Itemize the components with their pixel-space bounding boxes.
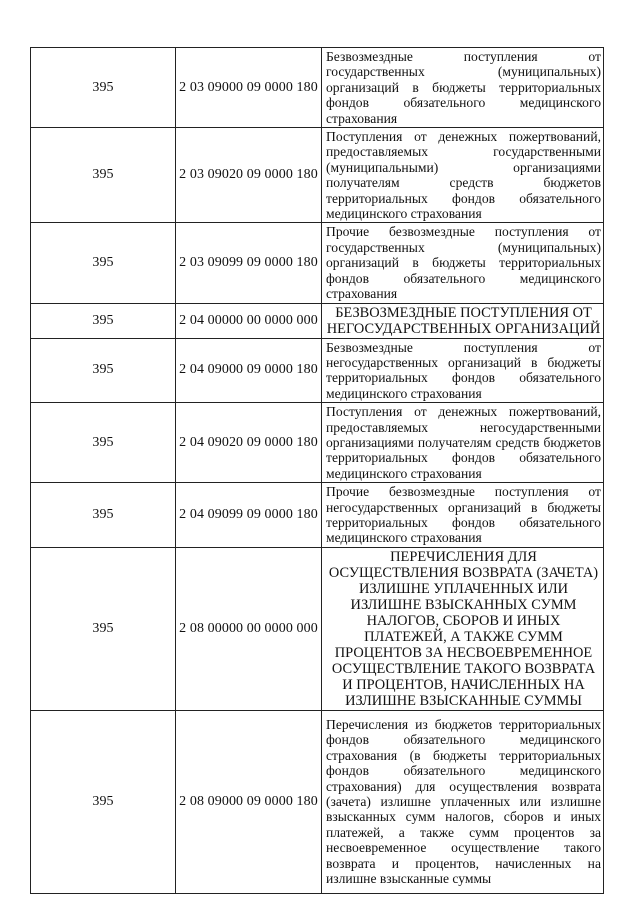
admin-code-cell: 395 xyxy=(31,338,176,403)
admin-code-cell: 395 xyxy=(31,223,176,303)
table-row xyxy=(31,338,604,403)
admin-code-cell: 395 xyxy=(31,403,176,483)
budget-classification-code-cell: 2 04 00000 00 0000 000 xyxy=(176,303,322,338)
budget-classification-code-cell: 2 03 09020 09 0000 180 xyxy=(176,128,322,223)
revenue-name-cell: Поступления от денежных пожертвований, предоставляемых негосударственными организациями получателям средств бюджетов территориальных фондов обязательного медицинского страхования xyxy=(322,403,604,483)
budget-code-table xyxy=(30,47,604,894)
budget-classification-code-cell: 2 04 09000 09 0000 180 xyxy=(176,338,322,403)
table-row xyxy=(31,483,604,548)
admin-code-cell: 395 xyxy=(31,483,176,548)
budget-classification-code-cell: 2 03 09000 09 0000 180 xyxy=(176,48,322,128)
revenue-name-cell: Поступления от денежных пожертвований, предоставляемых государственными (муниципальными) организациями получателям средств бюджетов территориальных фондов обязательного медицинского страхования xyxy=(322,128,604,223)
revenue-name-cell: Перечисления из бюджетов территориальных фондов обязательного медицинского страхования (в бюджеты территориальных фондов обязательного медицинского страхования) для осуществления возврата (зачета) излишне уплаченных или излишне взысканных сумм налогов, сборов и иных платежей, а также сумм процентов за несвоевременное осуществление такого возврата и процентов, начисленных на излишне взысканные суммы xyxy=(322,710,604,893)
budget-classification-code-cell: 2 08 00000 00 0000 000 xyxy=(176,547,322,710)
table-row xyxy=(31,303,604,338)
admin-code-cell: 395 xyxy=(31,710,176,893)
table-row xyxy=(31,547,604,710)
budget-classification-code-cell: 2 04 09099 09 0000 180 xyxy=(176,483,322,548)
admin-code-cell: 395 xyxy=(31,303,176,338)
admin-code-cell: 395 xyxy=(31,48,176,128)
table-row xyxy=(31,48,604,128)
table-row xyxy=(31,403,604,483)
section-heading-cell: ПЕРЕЧИСЛЕНИЯ ДЛЯ ОСУЩЕСТВЛЕНИЯ ВОЗВРАТА (ЗАЧЕТА) ИЗЛИШНЕ УПЛАЧЕННЫХ ИЛИ ИЗЛИШНЕ ВЗЫСКАННЫХ СУММ НАЛОГОВ, СБОРОВ И ИНЫХ ПЛАТЕЖЕЙ, А ТАКЖЕ СУММ ПРОЦЕНТОВ ЗА НЕСВОЕВРЕМЕННОЕ ОСУЩЕСТВЛЕНИЕ ТАКОГО ВОЗВРАТА И ПРОЦЕНТОВ, НАЧИСЛЕННЫХ НА ИЗЛИШНЕ ВЗЫСКАННЫЕ СУММЫ xyxy=(322,547,604,710)
revenue-name-cell: Прочие безвозмездные поступления от государственных (муниципальных) организаций в бюджеты территориальных фондов обязательного медицинского страхования xyxy=(322,223,604,303)
admin-code-cell: 395 xyxy=(31,128,176,223)
revenue-name-cell: Безвозмездные поступления от негосударственных организаций в бюджеты территориальных фондов обязательного медицинского страхования xyxy=(322,338,604,403)
budget-classification-code-cell: 2 03 09099 09 0000 180 xyxy=(176,223,322,303)
table-row xyxy=(31,223,604,303)
table-row xyxy=(31,128,604,223)
table-body xyxy=(31,48,604,894)
admin-code-cell: 395 xyxy=(31,547,176,710)
table-row xyxy=(31,710,604,893)
revenue-name-cell: Прочие безвозмездные поступления от негосударственных организаций в бюджеты территориальных фондов обязательного медицинского страхования xyxy=(322,483,604,548)
budget-classification-code-cell: 2 08 09000 09 0000 180 xyxy=(176,710,322,893)
revenue-name-cell: Безвозмездные поступления от государственных (муниципальных) организаций в бюджеты территориальных фондов обязательного медицинского страхования xyxy=(322,48,604,128)
budget-classification-code-cell: 2 04 09020 09 0000 180 xyxy=(176,403,322,483)
section-heading-cell: БЕЗВОЗМЕЗДНЫЕ ПОСТУПЛЕНИЯ ОТ НЕГОСУДАРСТВЕННЫХ ОРГАНИЗАЦИЙ xyxy=(322,303,604,338)
